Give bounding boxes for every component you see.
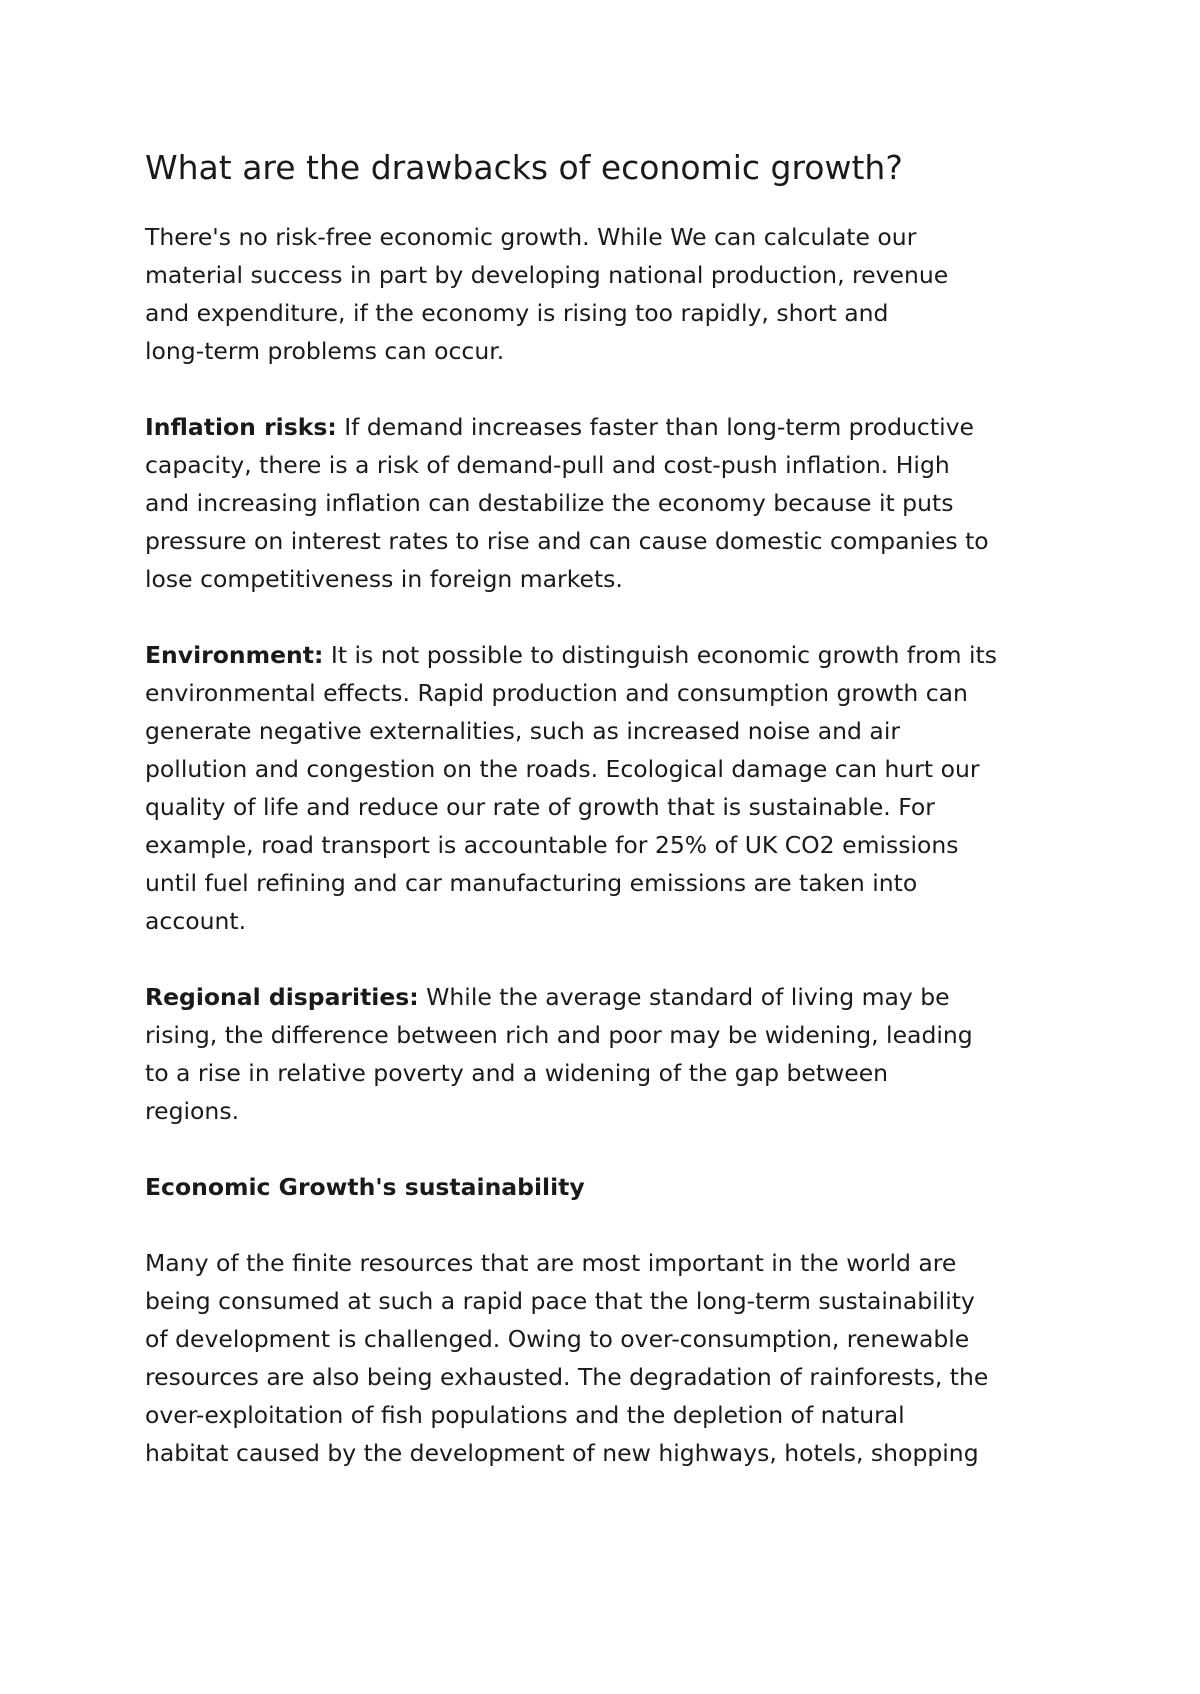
text-line — [145, 978, 1075, 1016]
text-line: capacity, there is a risk of demand-pull and cost-push inflation. High — [145, 451, 950, 479]
text-line: of development is challenged. Owing to over-consumption, renewable — [145, 1325, 970, 1353]
document-body — [145, 146, 1075, 1510]
inflation-label: Inflation risks: — [145, 413, 337, 441]
intro-paragraph — [145, 218, 1075, 370]
text-line — [145, 636, 1075, 674]
environment-paragraph — [145, 636, 1075, 940]
text-line: pollution and congestion on the roads. Ecological damage can hurt our — [145, 755, 980, 783]
text-line: account. — [145, 907, 247, 935]
environment-text: It is not possible to distinguish economic growth from its — [323, 641, 997, 669]
inflation-text: If demand increases faster than long-term productive — [336, 413, 974, 441]
text-line: until fuel refining and car manufacturing emissions are taken into — [145, 869, 918, 897]
sustainability-paragraph — [145, 1244, 1075, 1472]
text-line: being consumed at such a rapid pace that the long-term sustainability — [145, 1287, 975, 1315]
text-line: resources are also being exhausted. The degradation of rainforests, the — [145, 1363, 989, 1391]
regional-label: Regional disparities: — [145, 983, 419, 1011]
text-line: environmental effects. Rapid production and consumption growth can — [145, 679, 968, 707]
section-heading: Economic Growth's sustainability — [145, 1173, 585, 1201]
text-line: and increasing inflation can destabilize the economy because it puts — [145, 489, 954, 517]
inflation-paragraph — [145, 408, 1075, 598]
text-line: There's no risk-free economic growth. While We can calculate our — [145, 223, 917, 251]
text-line — [145, 408, 1075, 446]
text-line: habitat caused by the development of new highways, hotels, shopping — [145, 1439, 979, 1467]
text-line: quality of life and reduce our rate of growth that is sustainable. For — [145, 793, 935, 821]
text-line: example, road transport is accountable for 25% of UK CO2 emissions — [145, 831, 959, 859]
page-title: What are the drawbacks of economic growth? — [145, 148, 903, 187]
text-line: lose competitiveness in foreign markets. — [145, 565, 623, 593]
text-line: to a rise in relative poverty and a widening of the gap between — [145, 1059, 889, 1087]
text-line: regions. — [145, 1097, 240, 1125]
text-line: and expenditure, if the economy is rising too rapidly, short and — [145, 299, 889, 327]
text-line: Many of the finite resources that are most important in the world are — [145, 1249, 957, 1277]
environment-label: Environment: — [145, 641, 324, 669]
text-line: pressure on interest rates to rise and can cause domestic companies to — [145, 527, 989, 555]
text-line: rising, the difference between rich and poor may be widening, leading — [145, 1021, 973, 1049]
text-line: over-exploitation of fish populations and the depletion of natural — [145, 1401, 905, 1429]
regional-text: While the average standard of living may be — [418, 983, 950, 1011]
text-line: generate negative externalities, such as increased noise and air — [145, 717, 901, 745]
text-line: long-term problems can occur. — [145, 337, 505, 365]
text-line: material success in part by developing national production, revenue — [145, 261, 949, 289]
regional-paragraph — [145, 978, 1075, 1130]
